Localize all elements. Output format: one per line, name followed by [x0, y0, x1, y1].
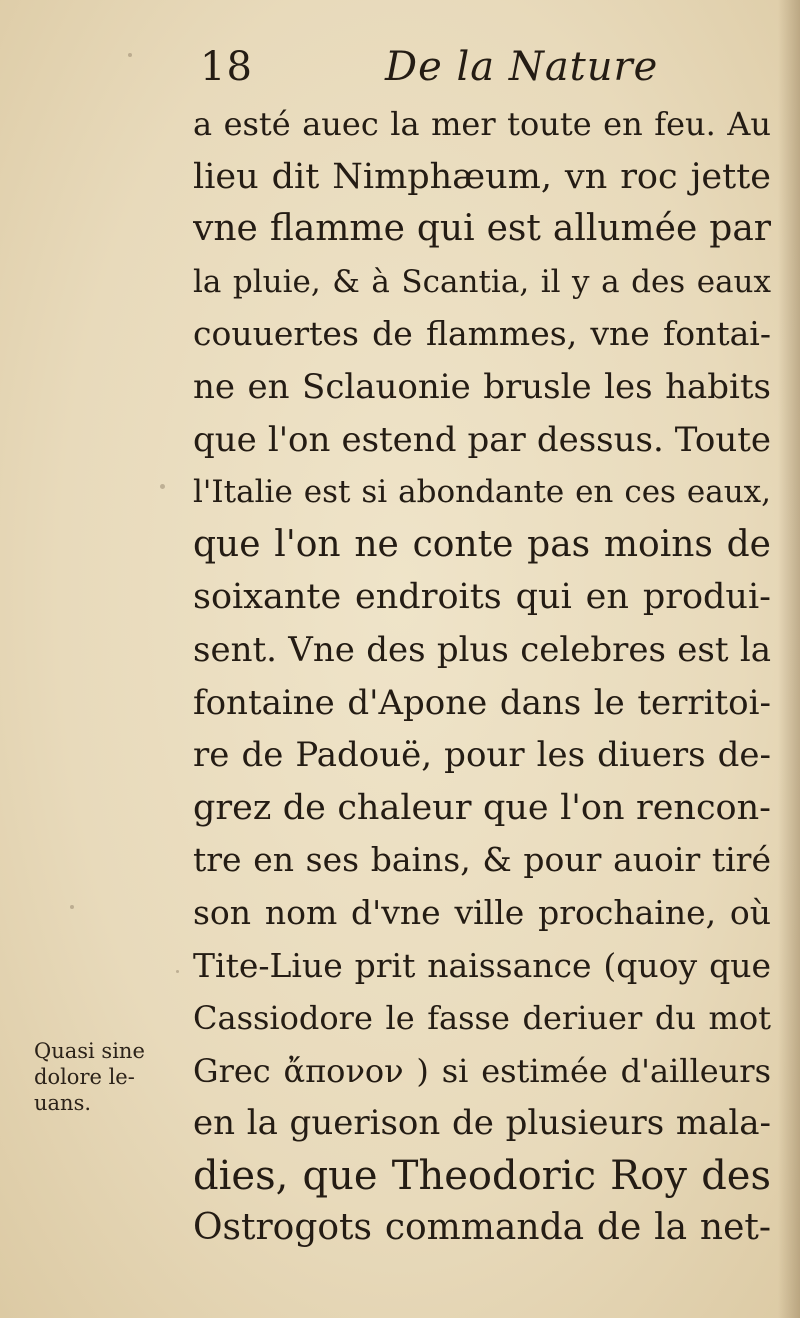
page-header: [195, 40, 659, 100]
paper-speck: [176, 970, 179, 973]
page-number: 18: [200, 44, 253, 90]
text-line: couuertes de flammes, vne fontai-: [193, 314, 771, 354]
margin-note-line: Quasi sine: [34, 1039, 145, 1063]
margin-note: [34, 1038, 179, 1116]
text-line: grez de chaleur que l'on rencon-: [193, 787, 771, 828]
text-line: fontaine d'Apone dans le territoi-: [193, 682, 771, 723]
text-line: la pluie, & à Scantia, il y a des eaux: [193, 263, 771, 300]
text-line: Grec ἄπονον ) si estimée d'ailleurs: [193, 1051, 771, 1090]
text-line: ne en Sclauonie brusle les habits: [193, 366, 771, 407]
body-text: [193, 98, 771, 1255]
text-line: tre en ses bains, & pour auoir tiré: [193, 840, 771, 880]
running-title: De la Nature: [385, 44, 659, 90]
text-line: l'Italie est si abondante en ces eaux,: [193, 474, 771, 511]
text-line: re de Padouë, pour les diuers de-: [193, 735, 771, 776]
margin-note-line: dolore le-: [34, 1065, 135, 1089]
text-line: a esté auec la mer toute en feu. Au: [193, 105, 771, 143]
text-line: sent. Vne des plus celebres est la: [193, 629, 771, 670]
paper-speck: [128, 53, 132, 57]
text-line: Tite-Liue prit naissance (quoy que: [193, 945, 771, 985]
text-line: Cassiodore le fasse deriuer du mot: [193, 999, 771, 1038]
margin-note-line: uans.: [34, 1091, 92, 1115]
text-line: lieu dit Nimphæum, vn roc jette: [193, 156, 771, 197]
text-line: dies, que Theodoric Roy des: [193, 1152, 771, 1199]
text-line: en la guerison de plusieurs mala-: [193, 1103, 771, 1144]
text-line: son nom d'vne ville prochaine, où: [193, 892, 771, 932]
text-line: que l'on ne conte pas moins de: [193, 523, 771, 565]
paper-speck: [70, 905, 74, 909]
text-line: soixante endroits qui en produi-: [193, 577, 771, 618]
text-line: Ostrogots commanda de la net-: [193, 1207, 771, 1249]
text-line: que l'on estend par dessus. Toute: [193, 419, 771, 460]
page-edge-shadow: [778, 0, 800, 1318]
paper-speck: [160, 484, 165, 489]
text-line: vne flamme qui est allumée par: [193, 208, 771, 250]
